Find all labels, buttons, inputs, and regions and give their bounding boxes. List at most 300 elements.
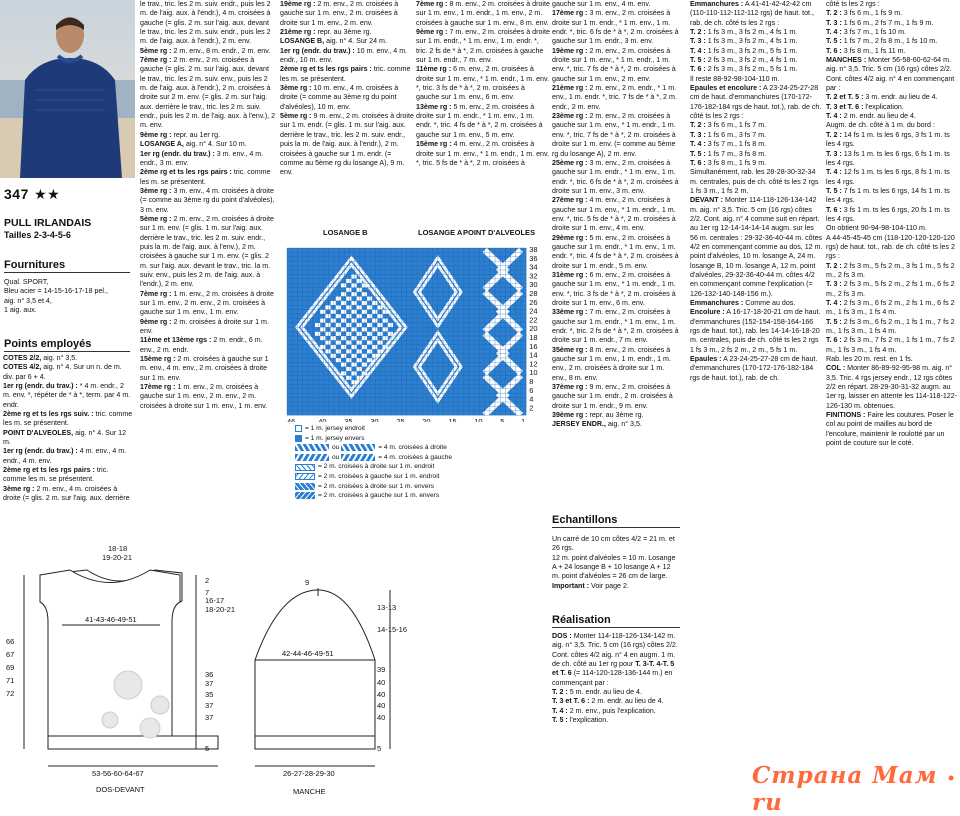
chart-cell (346, 367, 351, 371)
chart-cell (341, 310, 346, 314)
chart-cell (383, 310, 388, 314)
x-tick-label: 30 (370, 417, 379, 422)
paragraph: 21ème rg : repr. au 3ème rg. (280, 28, 372, 37)
paragraph: T. 3 : 13 fs 1 m. ts les 6 rgs, 6 fs 1 m. ts les 4 rgs. (826, 149, 950, 167)
chart-title-alveoles: POINT D'ALVEOLES (463, 228, 536, 237)
dim-back-right: 5 (205, 744, 210, 753)
section-realisation: Réalisation (552, 614, 680, 628)
chart-cell (377, 332, 382, 336)
y-tick-label: 14 (529, 350, 538, 360)
chart-cell (357, 349, 362, 353)
text-column-3 (280, 0, 416, 245)
chart-cell (383, 327, 388, 331)
paragraph: POINT D'ALVEOLES, aig. n° 4. Sur 12 m. (3, 428, 127, 447)
paragraph: T. 4 : 1 fs 3 m., 3 fs 2 m., 5 fs 1 m. (690, 46, 798, 55)
paragraph: On obtient 90-94-98-104-110 m. (826, 224, 927, 233)
chart-cell (320, 327, 325, 331)
chart-cell (351, 274, 356, 278)
paragraph: 3ème rg : 10 m. env., 4 m. croisées à droite (= comme au 3ème rg du point d'alvéoles), 10 m. env. (280, 84, 399, 111)
legend-item: = 2 m. croisées à gauche sur 1 m. envers (295, 491, 452, 501)
chart-cell (336, 314, 341, 318)
dim-back-right: 16-17 (205, 596, 225, 605)
chart-cell (367, 358, 372, 362)
paragraph: T. 4 : 2 fs 3 m., 6 fs 2 m., 2 fs 1 m., 6 fs 2 m., 1 fs 3 m., 1 fs 4 m. (826, 299, 955, 317)
paragraph: Epaules : A 23-24-25-27-28 cm de haut. d'emmanchures (170-172-176-182-184 rgs de haut. tot.), rab. de ch. (690, 355, 818, 382)
chart-cell (346, 288, 351, 292)
chart-cell (388, 323, 393, 327)
chart-cell (388, 332, 393, 336)
dim-back-top: 18-18 (108, 544, 128, 553)
chart-title-losange-b: LOSANGE B (323, 228, 368, 237)
chart-cell (315, 332, 320, 336)
chart-cell (351, 292, 356, 296)
chart-cell (362, 310, 367, 314)
dim-sleeve-right: 40 (377, 690, 386, 699)
dim-back-right: 36 (205, 670, 214, 679)
y-tick-label: 38 (529, 245, 538, 254)
chart-cell (362, 283, 367, 287)
paragraph: 7ème rg : 2 m. env., 2 m. croisées à gauche (= glis. 2 m. sur l'aig. aux. devant le trav., tric. les 2 m. suiv. env., puis les 2 m. de l'aig. aux. à l'endr.), 2 m. croisées à droite sur 2 m. env. (= glis. 2 m. sur l'aig. aux. derrière le trav., tric. les 2 m. suiv. endr., puis les 2 m. de l'aig. aux. à l'env.), 2 m. env. (140, 56, 276, 130)
paragraph: T. 4 : 2 m. env., puis l'explication. (552, 706, 656, 715)
paragraph: Emmanchures : Comme au dos. (690, 299, 796, 307)
paragraph: T. 3 : 2 fs 3 m., 5 fs 2 m., 2 fs 1 m., 6 fs 2 m., 2 fs 3 m. (826, 280, 955, 298)
legend-item: = 2 m. croisées à droite sur 1 m. endroit (295, 462, 452, 472)
chart-cell (383, 345, 388, 349)
dim-back-right: 7 (205, 588, 210, 597)
paragraph: T. 6 : 2 fs 3 m., 7 fs 2 m., 1 fs 1 m., 7 fs 2 m., 1 fs 3 m., 1 fs 4 m. (826, 336, 955, 354)
paragraph: 9ème rg : repr. au 1er rg. (140, 130, 221, 139)
paragraph: 39ème rg : repr. au 3ème rg. (552, 411, 644, 420)
chart-cell (331, 354, 336, 358)
chart-cell (341, 354, 346, 358)
paragraph: LOSANGE A, aig. n° 4. Sur 10 m. (140, 140, 247, 149)
paragraph: T. 5 : 7 fs 1 m. ts les 6 rgs, 14 fs 1 m. ts les 4 rgs. (826, 186, 950, 205)
knitting-chart (283, 226, 543, 427)
pattern-schematic (0, 540, 552, 799)
x-tick-label: 25 (396, 417, 405, 422)
dim-back-right: 37 (205, 713, 214, 722)
paragraph: 19ème rg : 2 m. env., 2 m. croisées à gauche sur 1 m. env., 2 m. croisées à droite sur 1 m. env., 2 m. env. (280, 0, 399, 27)
section-echantillons: Echantillons (552, 514, 680, 528)
chart-cell (336, 305, 341, 309)
paragraph: 19ème rg : 2 m. env., 2 m. croisées à droite sur 1 m. env., * 1 m. endr., 1 m. env. *, tric. 7 fs de * à *, 2 m. croisées à gauche sur 1 m. env., 2 m. env. (552, 46, 676, 83)
dim-back-height: 72 (6, 689, 15, 698)
paragraph: T. 2 : 14 fs 1 m. ts les 6 rgs, 3 fs 1 m. ts les 4 rgs. (826, 130, 950, 149)
paragraph: Epaules et encolure : A 23-24-25-27-28 cm de haut. d'emmanchures (170-172-176-182-184 rgs de haut. tot.), rab. de ch. côté ts les 2 rgs : (690, 84, 822, 121)
chart-cell (341, 292, 346, 296)
paragraph: 3ème rg : 3 m. env., 4 m. croisées à droite (= comme au 3ème rg du point d'alvéoles), 3 m. env. (140, 186, 275, 214)
y-tick-label: 18 (529, 333, 538, 342)
paragraph: 2ème rg et ts les rgs suiv. : tric. comme les m. se présentent. (3, 410, 133, 428)
chart-cell (367, 323, 372, 327)
chart-cell (351, 371, 356, 375)
chart-cell (383, 336, 388, 340)
chart-cell (367, 332, 372, 336)
chart-cell (351, 345, 356, 349)
chart-cell (336, 358, 341, 362)
paragraph: T. 6 : 3 fs 8 m., 1 fs 9 m. (690, 158, 767, 167)
chart-cell (362, 301, 367, 305)
chart-cell (331, 318, 336, 322)
chart-cell (357, 367, 362, 371)
text-echantillons (552, 535, 680, 591)
dim-back-right: 35 (205, 690, 214, 699)
paragraph: DEVANT : Monter 114-118-126-134-142 m. aig. n° 3,5. Tric. 5 cm (16 rgs) côtes 2/2. Cont. aig. n° 4 comme suit en répart. au 1er rg 12-14-14-14-14 augm. sur les 56 m. centrales : 29-32-36-40-44 m. côtes 4/2 en commençant comme au dos, 12 m. point d'alvéoles, 10 m. losange A, 24 m. losange B, 10 m. losange A, 12 m. point d'alvéoles, 29-32-36-40-44 m. côtes 4/2 en commençant comme l'explication (= 126-132-140-148-156 m.). (690, 196, 823, 298)
paragraph: T. 6 : 3 fs 8 m., 1 fs 11 m. (826, 46, 906, 55)
chart-cell (367, 349, 372, 353)
legend-swatch-4-droite (295, 444, 329, 451)
y-tick-label: 4 (529, 394, 534, 404)
paragraph: FINITIONS : Faire les coutures. Poser le col au point de mailles au bord de l'encolure, maintenir le roulotté par un point de couture sur le coté. (826, 411, 954, 448)
paragraph: Il reste 88-92-98-104-110 m. (690, 74, 780, 83)
chart-cell (341, 327, 346, 331)
chart-cell (357, 305, 362, 309)
sleeve-cuff (255, 736, 375, 749)
label-dos-devant: DOS-DEVANT (96, 785, 145, 794)
paragraph: 12 m. point d'alvéoles = 10 m. Losange A + 24 losange B + 10 losange A + 12 m. point d'alvéoles = 26 cm de large. (552, 553, 676, 581)
chart-cell (367, 305, 372, 309)
x-tick-label: 5 (500, 417, 505, 422)
text-column-5 (552, 0, 680, 505)
paragraph: 35ème rg : 8 m. env., 2 m. croisées à gauche sur 1 m. env., 1 m. endr., 1 m. env., 2 m. croisées à droite sur 1 m. env., 8 m. env. (552, 345, 671, 382)
paragraph: JERSEY ENDR., aig. n° 3,5. (552, 420, 642, 429)
paragraph: T. 3 et T. 6 : 2 m. endr. au lieu de 4. (552, 697, 664, 706)
chart-cell (367, 340, 372, 344)
y-tick-label: 20 (529, 324, 538, 334)
chart-cell (320, 345, 325, 349)
chart-cell (346, 376, 351, 380)
chart-cell (346, 349, 351, 353)
legend-swatch-endroit (295, 425, 302, 432)
dim-back-right: 2 (205, 576, 210, 585)
label-manche: MANCHE (293, 787, 326, 796)
chart-cell (351, 318, 356, 322)
chart-cell (320, 318, 325, 322)
chart-cell (362, 318, 367, 322)
text-realisation (552, 632, 680, 725)
paragraph: 17ème rg : 1 m. env., 2 m. croisées à gauche sur 1 m. env., 2 m. env., 2 m. croisées à droite sur 1 m. env., 1 m. env. (140, 383, 268, 410)
paragraph: T. 3 : 1 fs 6 m., 3 fs 7 m. (690, 130, 767, 139)
legend-swatch-2-droite-endr (295, 464, 315, 471)
chart-cell (357, 288, 362, 292)
paragraph: 21ème rg : 2 m. env., 2 m. endr., * 1 m. env., 1 m. endr. *, tric. 7 fs de * à *, 2 m. endr., 2 m. env. (552, 84, 677, 111)
paragraph: 2ème rg et ts les rgs pairs : tric. comme les m. se présentent. (280, 65, 411, 83)
paragraph: 17ème rg : 3 m. env., 2 m. croisées à droite sur 1 m. endr., * 1 m. env., 1 m. endr. *, tric. 6 fs de * à *, 2 m. croisées à gauche sur 1 m. endr., 3 m. env. (552, 9, 679, 46)
paragraph: 29ème rg : 5 m. env., 2 m. croisées à gauche sur 1 m. endr., * 1 m. env., 1 m. endr. *, tric. 4 fs de * à *, 2 m. croisées à droite sur 1 m. endr., 5 m. env. (552, 233, 679, 270)
paragraph: 37ème rg : 9 m. env., 2 m. croisées à gauche sur 1 m. endr., 2 m. croisées à droite sur 1 m. endr., 9 m. env. (552, 383, 673, 410)
chart-cell (331, 301, 336, 305)
dim-back-height: 66 (6, 637, 15, 646)
dim-sleeve-right: 5 (377, 744, 382, 753)
dim-back-right: 18-20-21 (205, 605, 236, 614)
y-tick-label: 2 (529, 403, 534, 413)
paragraph: T. 5 : 2 fs 3 m., 3 fs 2 m., 4 fs 1 m. (690, 56, 798, 65)
paragraph: T. 4 : 2 m. endr. au lieu de 4. (826, 112, 916, 121)
chart-cell (372, 318, 377, 322)
dim-back-right: 37 (205, 701, 214, 710)
chart-cell (357, 296, 362, 300)
chart-cell (351, 336, 356, 340)
paragraph: T. 4 : 12 fs 1 m. ts les 6 rgs, 8 fs 1 m. ts les 4 rgs. (826, 168, 950, 186)
x-tick-label: 15 (448, 417, 457, 422)
legend-item: = 2 m. croisées à gauche sur 1 m. endroit (295, 472, 452, 482)
section-points: Points employés (4, 338, 130, 352)
chart-cell (362, 362, 367, 366)
chart-cell (351, 310, 356, 314)
paragraph: Rab. les 20 m. rest. en 1 fs. (826, 355, 913, 364)
chart-cell (341, 283, 346, 287)
chart-cell (377, 305, 382, 309)
paragraph: T. 2 : 1 fs 3 m., 3 fs 2 m., 4 fs 1 m. (690, 28, 798, 37)
chart-cell (351, 301, 356, 305)
chart-cell (362, 327, 367, 331)
y-tick-label: 10 (529, 368, 538, 378)
chart-cell (351, 362, 356, 366)
dim-back-height: 69 (6, 663, 15, 672)
paragraph: MANCHES : Monter 56-58-60-62-64 m. aig. n° 3,5. Tric. 5 cm (16 rgs) côtes 2/2. Cont. côtes 4/2 aig. n° 4 en commençant par : (826, 56, 955, 93)
chart-cell (341, 318, 346, 322)
dim-back-height: 71 (6, 676, 15, 685)
chart-cell (346, 358, 351, 362)
chart-cell (325, 314, 330, 318)
legend-swatch-4-gauche-alt (341, 454, 375, 461)
chart-cell (336, 323, 341, 327)
model-name: PULL IRLANDAIS (4, 217, 92, 229)
y-tick-label: 34 (529, 262, 538, 272)
chart-legend (295, 424, 452, 501)
paragraph: Emmanchures : A 41-41-42-42-42 cm (110-110-112-112-112 rgs) de haut. tot., rab. de ch. côté ts les 2 rgs : (690, 0, 814, 27)
dim-sleeve-right: 14-15-16 (377, 625, 408, 634)
chart-cell (341, 336, 346, 340)
y-tick-label: 26 (529, 297, 538, 307)
paragraph: côté ts les 2 rgs : (826, 0, 880, 8)
chart-grid (283, 226, 543, 422)
chart-cell (346, 279, 351, 283)
paragraph: 15ème rg : 4 m. env., 2 m. croisées à droite sur 1 m. env., * 1 m. endr., 1 m. env. *, tric. 5 fs de * à *, 2 m. croisées à (416, 140, 549, 167)
y-tick-label: 8 (529, 377, 534, 386)
paragraph: Simultanément, rab. les 28-28-30-32-34 m. centrales, puis de ch. côté ts les 2 rgs 1 fs 3 m., 1 fs 2 m. (690, 168, 819, 195)
legend-item: ou = 4 m. croisées à droite (295, 443, 452, 453)
text-column-4 (416, 0, 550, 245)
dim-back-height: 67 (6, 650, 15, 659)
chart-cell (383, 318, 388, 322)
dim-sleeve-bottom: 26-27-28-29-30 (283, 769, 335, 778)
chart-cell (320, 336, 325, 340)
chart-cell (357, 332, 362, 336)
chart-cell (362, 292, 367, 296)
x-tick-label: 10 (474, 417, 483, 422)
dim-back-top2: 19-20-21 (102, 553, 133, 562)
paragraph: 5ème rg : 2 m. env., 8 m. endr., 2 m. env. (140, 46, 271, 55)
chart-cell (357, 279, 362, 283)
chart-cell (372, 310, 377, 314)
chart-cell (341, 345, 346, 349)
chart-cell (346, 340, 351, 344)
paragraph: 5ème rg : 2 m. env., 2 m. croisées à droite sur 1 m. env. (= glis. 1 m. sur l'aig. aux. derrière le trav., tric. les 2 m. suiv. endr., puis la m. de l'aig. aux. à l'env.), 2 m. croisées à gauche sur 1 m. env. (= glis. 2 m. sur l'aig. aux. devant le trav., tric. la m. suiv. env., puis les 2 m. de l'aig. aux. à l'endr.), 2 m. env. (140, 214, 274, 289)
paragraph: T. 6 : 3 fs 1 m. ts les 6 rgs, 20 fs 1 m. ts les 4 rgs. (826, 205, 950, 223)
model-photo (0, 0, 135, 178)
x-tick-label: 20 (422, 417, 431, 422)
dim-sleeve-right: 40 (377, 678, 386, 687)
paragraph: Un carré de 10 cm côtes 4/2 = 21 m. et 26 rgs. (552, 535, 675, 553)
chart-cell (351, 380, 356, 384)
sleeve-outline (255, 590, 375, 736)
model-number: 347 ★★ (4, 186, 61, 202)
y-tick-label: 22 (529, 315, 538, 325)
paragraph: 11ème rg : 6 m. env., 2 m. croisées à droite sur 1 m. env., * 1 m. endr., 1 m. env. *, tric. 3 fs de * à *, 2 m. croisées à gauche sur 1 m. env., 6 m. env. (416, 65, 549, 102)
legend-swatch-4-droite-alt (341, 444, 375, 451)
paragraph: 1er rg (endr. du trav.) : 10 m. env., 4 m. endr., 10 m. env. (280, 46, 408, 65)
paragraph: 33ème rg : 7 m. env., 2 m. croisées à gauche sur 1 m. endr., * 1 m. env., 1 m. endr. *, tric. 2 fs de * à *, 2 m. croisées à droite sur 1 m. endr., 7 m. env. (552, 308, 679, 345)
chart-cell (357, 358, 362, 362)
chart-cell (341, 362, 346, 366)
paragraph: COL : Monter 86-89-92-95-98 m. aig. n° 3,5. Tric. 4 rgs jersey endr., 12 rgs côtes 2/2 en répart. 28-29-30-31-32 augm. au 1er rg, laisser en attente les 114-118-122-126-130 m. obtenues. (826, 364, 958, 410)
paragraph: T. 2 : 5 m. endr. au lieu de 4. (552, 688, 642, 697)
chart-cell (377, 323, 382, 327)
text-column-1 (3, 354, 133, 504)
paragraph: Important : Voir page 2. (552, 581, 629, 590)
dim-back-right: 37 (205, 679, 214, 688)
chart-cell (331, 310, 336, 314)
chart-cell (315, 323, 320, 327)
legend-swatch-4-gauche (295, 454, 329, 461)
paragraph: T. 2 : 3 fs 6 m., 1 fs 9 m. (826, 9, 903, 18)
chart-cell (325, 305, 330, 309)
chart-cell (351, 327, 356, 331)
dim-sleeve-width: 42-44-46-49-51 (282, 649, 334, 658)
y-tick-label: 28 (529, 289, 538, 298)
chart-cell (346, 305, 351, 309)
y-tick-label: 36 (529, 253, 538, 263)
paragraph: gauche sur 1 m. env., 4 m. env. (552, 0, 651, 8)
paragraph: COTES 4/2, aig. n° 4. Sur un n. de m. div. par 6 + 4. (3, 363, 122, 381)
legend-item: = 1 m. jersey envers (295, 434, 452, 444)
paragraph: T. 2 et T. 5 : 3 m. endr. au lieu de 4. (826, 93, 938, 102)
dim-back-bottom: 53-56-60-64-67 (92, 769, 144, 778)
paragraph: 5ème rg : 9 m. env., 2 m. croisées à droite sur 1 m. endr. (= glis. 1 m. sur l'aig. aux. derrière le trav., tric. les 2 m. suiv. endr., puis la m. de l'aig. aux. à l'endr.), 2 m. croisées à gauche sur 1 m. endr. (= comme au 5ème rg du losange A), 9 m. env. (280, 112, 414, 177)
legend-item: ou = 4 m. croisées à gauche (295, 453, 452, 463)
dim-back-width: 41-43-46-49-51 (85, 615, 137, 624)
paragraph: 31ème rg : 6 m. env., 2 m. croisées à gauche sur 1 m. env., * 1 m. endr., 1 m. env. *, tric. 3 fs de * à *, 2 m. croisées à droite sur 1 m. env., 6 m. env. (552, 270, 676, 307)
chart-title-losange-a: LOSANGE A (418, 228, 463, 237)
paragraph: T. 4 : 3 fs 7 m., 1 fs 8 m. (690, 140, 767, 149)
paragraph: T. 6 : 2 fs 3 m., 3 fs 2 m., 5 fs 1 m. (690, 65, 798, 74)
paragraph: T. 2 : 2 fs 3 m., 5 fs 2 m., 3 fs 1 m., 5 fs 2 m., 2 fs 3 m. (826, 261, 955, 279)
paragraph: Encolure : A 16-17-18-20-21 cm de haut. d'emmanchures (152-154-158-164-166 rgs de haut. tot.), rab. les 14-14-16-18-20 m. centrales, puis de ch. côté ts les 2 rgs 1 fs 3 m., 2 fs 2 m., 2 m., 5 fs 1 m. (690, 308, 821, 354)
paragraph: COTES 2/2, aig. n° 3,5. (3, 354, 78, 362)
x-tick-label: 46 (287, 417, 296, 422)
paragraph: T. 2 : 3 fs 6 m., 1 fs 7 m. (690, 121, 767, 130)
paragraph: 1er rg (endr. du trav.) : 4 m. env., 4 m. endr., 4 m. env. (3, 447, 127, 465)
chart-cell (367, 314, 372, 318)
text-column-6 (690, 0, 823, 795)
paragraph: 25ème rg : 3 m. env., 2 m. croisées à gauche sur 1 m. endr., * 1 m. env., 1 m. endr. *, tric. 6 fs de * à *, 2 m. croisées à droite sur 1 m. env., 3 m. env. (552, 158, 679, 195)
chart-cell (325, 349, 330, 353)
text-column-2 (140, 0, 276, 550)
chart-cell (372, 327, 377, 331)
chart-cell (372, 301, 377, 305)
paragraph: Augm. de ch. côté à 1 m. du bord : (826, 121, 935, 130)
paragraph: T. 3 : 1 fs 6 m., 2 fs 7 m., 1 fs 9 m. (826, 18, 934, 27)
x-tick-label: 40 (318, 417, 327, 422)
chart-cell (336, 332, 341, 336)
paragraph: T. 5 : 1 fs 7 m., 2 fs 8 m., 1 fs 10 m. (826, 37, 938, 46)
paragraph: 1er rg (endr. du trav.) : 3 m. env., 4 m. endr., 3 m. env. (140, 149, 264, 167)
chart-cell (336, 340, 341, 344)
y-tick-label: 6 (529, 385, 534, 395)
paragraph: T. 3 et T. 6 : l'explication. (826, 102, 904, 111)
legend-swatch-2-gauche-endr (295, 473, 315, 480)
y-tick-label: 32 (529, 271, 538, 281)
chart-cell (357, 340, 362, 344)
paragraph: 23ème rg : 2 m. env., 2 m. croisées à gauche sur 1 m. env., * 1 m. endr., 1 m. env. *, tric. 7 fs de * à *, 2 m. croisées à droite sur 1 m. env. (= comme au 5ème rg du losange A), 2 m. env. (552, 112, 676, 158)
dim-sleeve-top: 9 (305, 578, 310, 587)
chart-cell (331, 327, 336, 331)
chart-cell (372, 345, 377, 349)
fournitures-list: Qual. SPORT, Bleu acier = 14-15-16-17-18 pel., aig. n° 3,5 et 4, 1 aig. aux. (4, 278, 108, 315)
paragraph: 9ème rg : 7 m. env., 2 m. croisées à droite sur 1 m. endr., * 1 m. env., 1 m. endr. *, tric. 2 fs de * à *, 2 m. croisées à gauche sur 1 m. endr., 7 m. env. (416, 28, 550, 65)
chart-cell (367, 296, 372, 300)
paragraph: 2ème rg et ts les rgs pairs : tric. comme les m. se présentent. (3, 466, 109, 484)
chart-cell (336, 349, 341, 353)
chart-cell (336, 296, 341, 300)
chart-cell (372, 354, 377, 358)
chart-cell (351, 283, 356, 287)
legend-item: = 1 m. jersey endroit (295, 424, 452, 434)
chart-cell (346, 296, 351, 300)
model-sizes: Tailles 2-3-4-5-6 (4, 230, 71, 240)
y-tick-label: 24 (529, 306, 538, 316)
dim-sleeve-right: 40 (377, 713, 386, 722)
chart-cell (346, 314, 351, 318)
chart-cell (325, 323, 330, 327)
x-tick-label: 1 (521, 417, 526, 422)
chart-cell (377, 340, 382, 344)
chart-cell (331, 336, 336, 340)
chart-cell (320, 310, 325, 314)
chart-cell (357, 314, 362, 318)
chart-cell (362, 336, 367, 340)
paragraph: 3ème rg : 2 m. env., 4 m. croisées à droite (= glis. 2 m. sur l'aig. aux. derrière (3, 484, 130, 503)
paragraph: 9ème rg : 2 m. croisées à droite sur 1 m. env. (140, 317, 269, 336)
chart-cell (341, 371, 346, 375)
paragraph: T. 5 : 1 fs 7 m., 3 fs 8 m. (690, 149, 767, 158)
paragraph: 7ème rg : 8 m. env., 2 m. croisées à droite sur 1 m. env., 1 m. endr., 1 m. env., 2 m. croisées à gauche sur 1 m. env., 8 m. env. (416, 0, 550, 27)
chart-cell (377, 349, 382, 353)
paragraph: 27ème rg : 4 m. env., 2 m. croisées à gauche sur 1 m. env., * 1 m. endr., 1 m. env. *, tric. 5 fs de * à *, 2 m. croisées à droite sur 1 m. env., 4 m. env. (552, 196, 676, 233)
chart-cell (331, 345, 336, 349)
legend-swatch-2-gauche-env (295, 492, 315, 499)
chart-cell (357, 376, 362, 380)
paragraph: le trav., tric. les 2 m. suiv. endr., puis les 2 m. de l'aig. aux. à l'endr.), 4 m. croisées à gauche (= glis. 2 m. sur l'aig. aux. devant le trav., tric. les 2 m. suiv. endr., puis les 2 m. de l'aig. aux. à l'endr.), 2 m. env. (140, 0, 271, 46)
chart-cell (325, 340, 330, 344)
chart-cell (362, 345, 367, 349)
paragraph: T. 4 : 3 fs 7 m., 1 fs 10 m. (826, 28, 907, 37)
chart-cell (325, 332, 330, 336)
chart-cell (341, 301, 346, 305)
paragraph: 11ème et 13ème rgs : 2 m. endr., 6 m. env., 2 m. endr. (140, 336, 263, 354)
chart-cell (346, 323, 351, 327)
chart-cell (351, 354, 356, 358)
paragraph: LOSANGE B, aig. n° 4. Sur 24 m. (280, 37, 387, 46)
legend-swatch-envers (295, 435, 302, 442)
chart-cell (346, 332, 351, 336)
dim-sleeve-right: 13-13 (377, 603, 397, 612)
paragraph: 13ème rg : 5 m. env., 2 m. croisées à droite sur 1 m. endr., * 1 m. env., 1 m. endr. *, tric. 4 fs de * à *, 2 m. croisées à gauche sur 1 m. env., 5 m. env. (416, 102, 543, 139)
watermark-logo: Страна Мам • ru (752, 762, 957, 816)
x-tick-label: 35 (344, 417, 353, 422)
paragraph: T. 5 : l'explication. (552, 716, 609, 725)
